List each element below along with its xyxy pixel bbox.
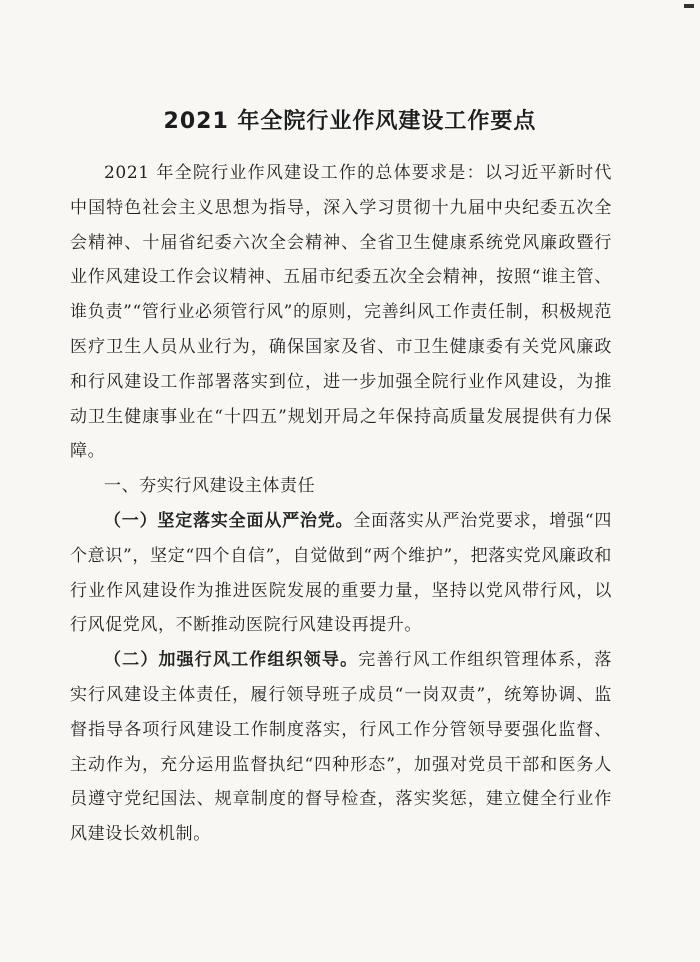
section-heading: 一、夯实行风建设主体责任 bbox=[104, 476, 316, 497]
document-title: 2021 年全院行业作风建设工作要点 bbox=[163, 109, 537, 134]
item-text-1: 全面落实从严治党要求，增强“四个意识”，坚定“四个自信”，自觉做到“两个维护”，把落实党风廉政和行业作风建设作为推进医院发展的重要力量，坚持以党风带行风，以行风促党风，不断推动医院行风建设再提升。 bbox=[70, 510, 612, 636]
item-paragraph-2 bbox=[70, 643, 612, 852]
item-paragraph-1 bbox=[70, 504, 612, 643]
item-lead-2: （二）加强行风工作组织领导。 bbox=[104, 650, 359, 671]
item-lead-1: （一）坚定落实全面从严治党。 bbox=[104, 510, 354, 531]
document-body bbox=[70, 156, 612, 852]
corner-mark bbox=[684, 4, 694, 8]
item-text-2: 完善行风工作组织管理体系，落实行风建设主体责任，履行领导班子成员“一岗双责”，统筹协调、监督指导各项行风建设工作制度落实，行风工作分管领导要强化监督、主动作为，充分运用监督执纪“四种形态”，加强对党员干部和医务人员遵守党纪国法、规章制度的督导检查，落实奖惩，建立健全行业作风建设长效机制。 bbox=[70, 650, 612, 845]
intro-paragraph: 2021 年全院行业作风建设工作的总体要求是：以习近平新时代中国特色社会主义思想为指导，深入学习贯彻十九届中央纪委五次全会精神、十届省纪委六次全会精神、全省卫生健康系统党风廉政暨行业作风建设工作会议精神、五届市纪委五次全会精神，按照“谁主管、谁负责”“管行业必须管行风”的原则，完善纠风工作责任制，积极规范医疗卫生人员从业行为，确保国家及省、市卫生健康委有关党风廉政和行风建设工作部署落实到位，进一步加强全院行业作风建设，为推动卫生健康事业在“十四五”规划开局之年保持高质量发展提供有力保障。 bbox=[70, 163, 612, 462]
